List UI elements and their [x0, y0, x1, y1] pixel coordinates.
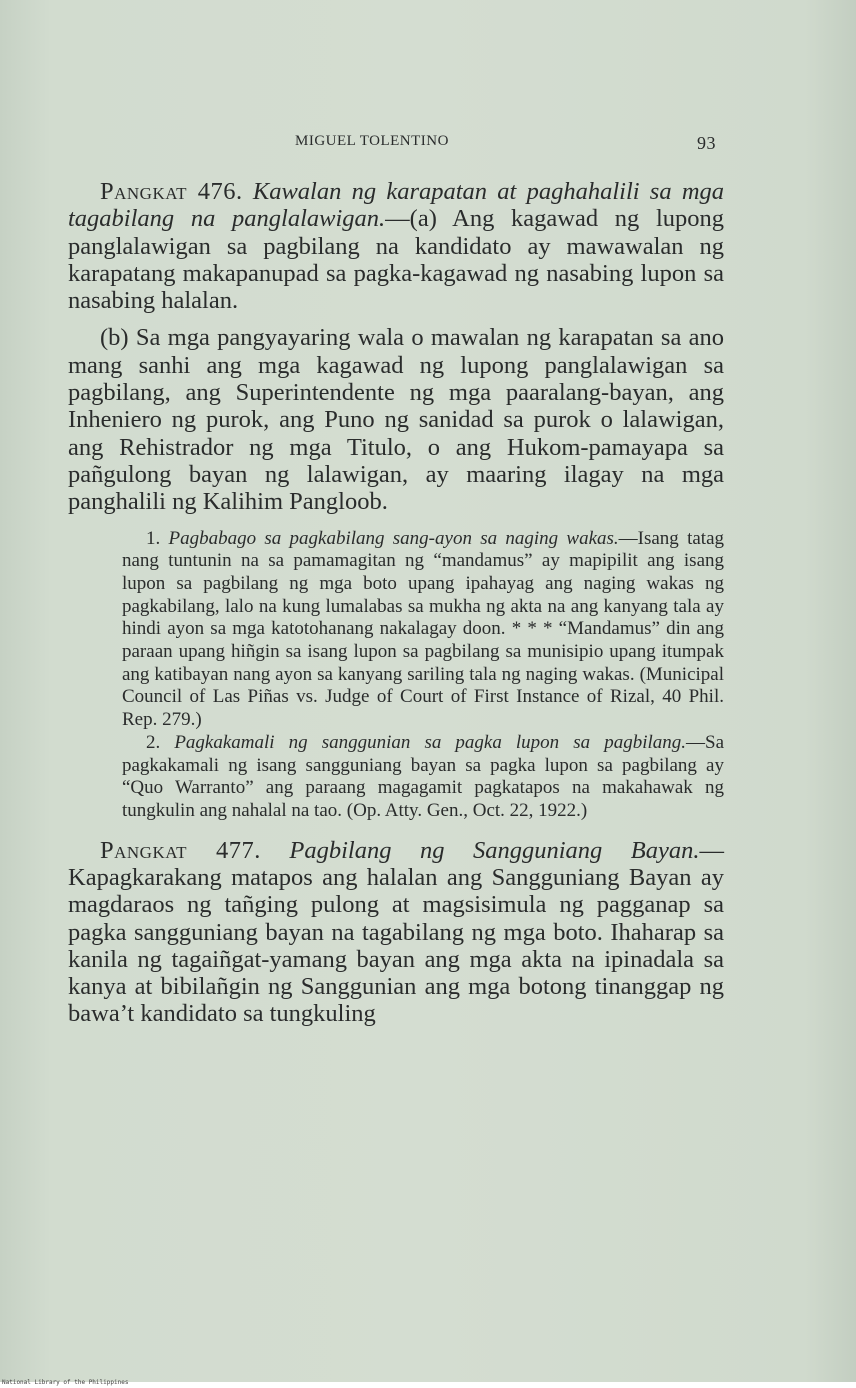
library-credit: National Library of the Philippines: [2, 1379, 129, 1386]
section-476-paragraph-a: [68, 178, 724, 314]
annotation-1: [122, 528, 724, 732]
section-476-title: Kawalan ng karapatan at paghahalili sa mga tagabilang na panglalawigan.: [68, 178, 725, 233]
main-text: [68, 178, 724, 1028]
section-476-paragraph-b: [68, 324, 724, 515]
annotation-2-title: Pagkakamali ng sanggunian sa pagka lupon sa pagbilang.: [174, 731, 687, 753]
running-head-author: MIGUEL TOLENTINO: [295, 133, 449, 149]
section-477-label: Pangkat 477.: [100, 836, 261, 864]
paragraph-b-text: Sa mga pangyayaring wala o mawalan ng karapatan sa ano mang sanhi ang mga kagawad ng lupong panglalawigan sa pagbilang, ang Superintendente ng mga paaralang-bayan, ang Inheniero ng purok, ang Puno ng sanidad sa purok o lalawigan, ang Rehistrador ng mga Titulo, o ang Hukom-pamayapa sa pañgulong bayan ng lalawigan, ay maaring ilagay na mga panghalili ng Kalihim Pangloob.: [68, 324, 724, 516]
section-477-text: —Kapagkarakang matapos ang halalan ang Sangguniang Bayan ay magdaraos ng tañging pulong at magsisimula ng pagganap sa pagka sangguniang bayan na tagabilang ng mga boto. Ihaharap sa kanila ng tagaiñgat-yamang bayan ang mga akta na ipinadala sa kanya at bibilañgin ng Sanggunian ang mga botong tinanggap ng bawa’t kandidato sa tungkuling: [68, 836, 724, 1028]
annotation-2-text: —Sa pagkakamali ng isang sangguniang bayan sa pagka lupon sa pagbilang ay “Quo Warranto” ang paraang magagamit pagkatapos na makahawak ng tungkulin ang nahalal na tao. (Op. Atty. Gen., Oct. 22, 1922.): [122, 731, 725, 821]
section-476-dash: —: [385, 205, 410, 233]
section-476-label: Pangkat 476.: [100, 178, 243, 205]
scan-footer: [0, 1379, 856, 1388]
annotation-1-text: —Isang tatag nang tuntunin na sa pamamagitan ng “mandamus” ay mapipilit ang isang lupon sa pagbilang ng mga boto upang ipahayag ang naging wakas ng pagkabilang, lalo na kung lumalabas sa mukha ng akta na ang kanyang tala ay hindi ayon sa mga katotohanang nakalagay doon. * * * “Mandamus” din ang paraan upang hiñgin sa isang lupon sa pagbilang sa munisipio upang itumpak ang katibayan nang ayon sa kanyang sariling tala ng naging wakas. (Municipal Council of Las Piñas vs. Judge of Court of First Instance of Rizal, 40 Phil. Rep. 279.): [122, 527, 724, 731]
annotation-1-title: Pagbabago sa pagkabilang sang-ayon sa naging wakas.: [168, 527, 619, 549]
paragraph-a-marker: (a): [409, 205, 437, 233]
annotation-2-number: 2.: [146, 731, 161, 753]
section-477-paragraph: [68, 837, 724, 1028]
annotation-2: [122, 732, 724, 823]
annotation-1-number: 1.: [146, 527, 161, 549]
running-header: [0, 133, 856, 155]
page-number: 93: [697, 133, 716, 153]
annotations-block: [68, 528, 724, 823]
paragraph-a-text: Ang kagawad ng lupong panglalawigan sa pagbilang na kandidato ay mawawalan ng karapatang makapanupad sa pagka-kagawad ng nasabing lupon sa nasabing halalan.: [68, 205, 725, 315]
section-477-title: Pagbilang ng Sangguniang Bayan.: [289, 836, 700, 864]
paragraph-b-marker: (b): [100, 324, 129, 352]
